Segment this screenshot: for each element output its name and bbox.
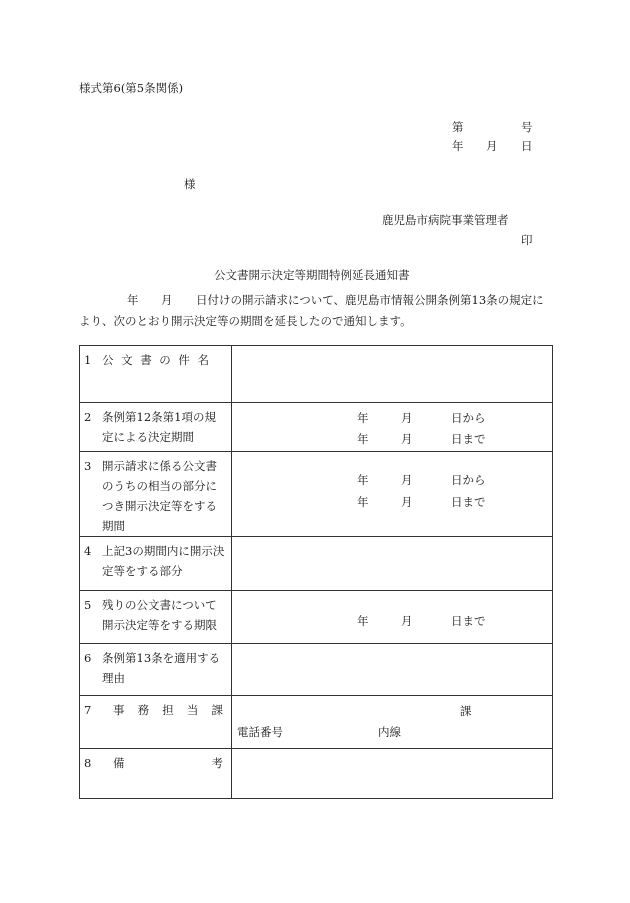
table-row (80, 346, 553, 403)
notice-table (79, 345, 553, 799)
day-from-label: 日から (451, 411, 486, 425)
row-label-cell (80, 644, 232, 696)
label-char: の (159, 353, 171, 367)
label-char: 当 (186, 703, 199, 717)
table-row (80, 452, 553, 537)
label-char: 務 (137, 703, 150, 717)
row-label-cell (80, 346, 232, 403)
label-char: 課 (211, 703, 223, 717)
table-row (80, 537, 553, 591)
day-until-label: 日まで (451, 614, 486, 628)
row-label: 上記3の期間内に開示決定等をする部分 (102, 544, 225, 578)
month-label: 月 (401, 614, 413, 628)
label-char: 担 (162, 703, 174, 717)
row-label-cell (80, 452, 232, 537)
year-label: 年 (357, 495, 369, 509)
row-number: 2 (84, 410, 92, 424)
row-label-cell (80, 537, 232, 591)
document-title: 公文書開示決定等期間特例延長通知書 (214, 268, 410, 282)
date-year-label: 年 (452, 139, 464, 153)
form-number: 様式第6(第5条関係) (79, 81, 184, 95)
label-char: 公 (102, 353, 114, 367)
month-label: 月 (401, 411, 413, 425)
row-label: 開示請求に係る公文書のうちの相当の部分につき開示決定等をする期間 (102, 459, 217, 533)
remarks-field[interactable] (232, 749, 553, 799)
sender-name: 鹿児島市病院事業管理者 (382, 213, 509, 227)
year-label: 年 (357, 473, 369, 487)
table-row (80, 696, 553, 749)
month-label: 月 (401, 495, 413, 509)
year-label: 年 (357, 432, 369, 446)
label-char: 事 (113, 703, 125, 717)
day-until-label: 日まで (451, 495, 486, 509)
phone-label: 電話番号 (237, 725, 283, 739)
label-char: 件 (178, 353, 190, 367)
body-month-label: 月 (161, 293, 173, 307)
row-label: 条例第12条第1項の規定による決定期間 (102, 410, 216, 444)
row-number: 5 (84, 598, 92, 612)
body-line-1: 日付けの開示請求について、鹿児島市情報公開条例第13条の規定に (196, 293, 544, 307)
row-label: 条例第13条を適用する理由 (102, 651, 221, 685)
year-label: 年 (357, 411, 369, 425)
month-label: 月 (401, 432, 413, 446)
row-number: 4 (84, 544, 92, 558)
remaining-deadline-field[interactable] (232, 591, 553, 644)
row-number: 3 (84, 459, 92, 473)
addressee-suffix: 様 (184, 177, 196, 191)
day-until-label: 日まで (451, 432, 486, 446)
label-char: 書 (140, 353, 152, 367)
row-number: 7 (84, 703, 92, 717)
date-line (232, 429, 552, 449)
row-label-cell (80, 591, 232, 644)
date-line (232, 470, 552, 490)
date-line (232, 492, 552, 512)
label-char: 備 (113, 756, 125, 770)
row-label-cell (80, 696, 232, 749)
table-row (80, 591, 553, 644)
partial-decision-period-field[interactable] (232, 452, 553, 537)
office-in-charge-field[interactable] (232, 696, 553, 749)
body-line-2: より、次のとおり開示決定等の期間を延長したので通知します。 (79, 314, 412, 328)
table-row (80, 749, 553, 799)
table-row (80, 403, 553, 452)
phone-line (232, 722, 552, 742)
row-number: 1 (84, 353, 92, 367)
date-line (232, 408, 552, 428)
decision-period-field[interactable] (232, 403, 553, 452)
disclosed-part-field[interactable] (232, 537, 553, 591)
row-label: 残りの公文書について開示決定等をする期限 (102, 598, 217, 632)
date-line (232, 611, 552, 631)
extension-label: 内線 (378, 725, 401, 739)
document-number-suffix: 号 (521, 120, 533, 134)
row-number: 6 (84, 651, 92, 665)
day-from-label: 日から (451, 473, 486, 487)
label-char: 名 (197, 353, 209, 367)
body-year-label: 年 (127, 293, 139, 307)
seal-mark: 印 (521, 233, 533, 247)
month-label: 月 (401, 473, 413, 487)
reason-field[interactable] (232, 644, 553, 696)
row-number: 8 (84, 756, 92, 770)
table-row (80, 644, 553, 696)
row-label-cell (80, 749, 232, 799)
year-label: 年 (357, 614, 369, 628)
label-char: 文 (121, 353, 133, 367)
division-line (232, 701, 552, 721)
label-char: 考 (211, 756, 223, 770)
division-label: 課 (460, 704, 472, 718)
date-month-label: 月 (486, 139, 498, 153)
document-number-prefix: 第 (452, 120, 464, 134)
row-label-cell (80, 403, 232, 452)
document-name-field[interactable] (232, 346, 553, 403)
date-day-label: 日 (521, 139, 533, 153)
